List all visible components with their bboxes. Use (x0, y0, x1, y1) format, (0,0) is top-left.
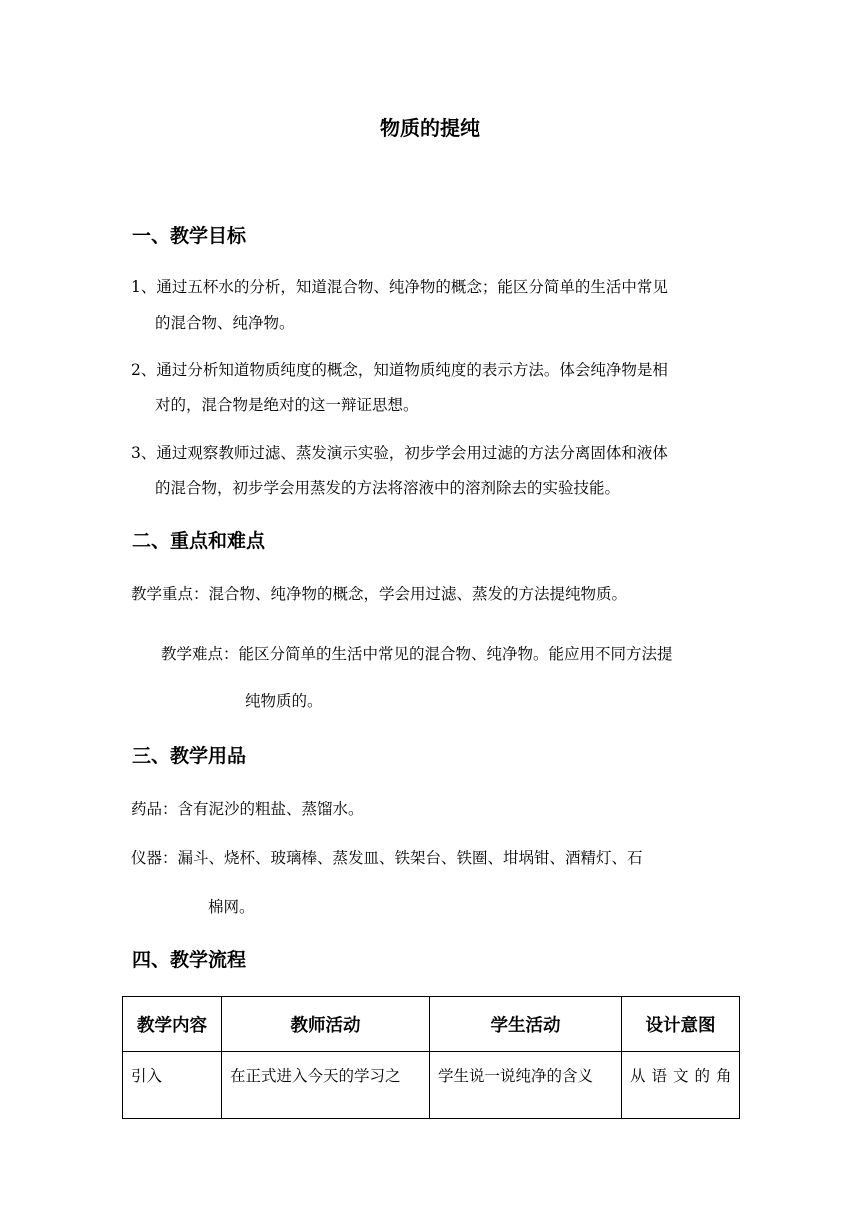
table-cell-teacher: 在正式进入今天的学习之 (222, 1052, 430, 1119)
materials-instruments-line-2: 棉网。 (208, 898, 255, 916)
table-header-row (123, 997, 740, 1052)
section-heading-process: 四、教学流程 (132, 949, 247, 971)
table-header-intent: 设计意图 (622, 997, 740, 1052)
table-cell-intent: 从语文的角 (622, 1052, 740, 1119)
teaching-difficulty-line-2: 纯物质的。 (245, 692, 323, 710)
table-header-student: 学生活动 (430, 997, 622, 1052)
materials-instruments-line-1: 仪器：漏斗、烧杯、玻璃棒、蒸发皿、铁架台、铁圈、坩埚钳、酒精灯、石 (131, 849, 643, 867)
goal-3-line-2: 的混合物，初步学会用蒸发的方法将溶液中的溶剂除去的实验技能。 (155, 479, 621, 497)
section-heading-goals: 一、教学目标 (132, 225, 247, 247)
teaching-focus: 教学重点：混合物、纯净物的概念，学会用过滤、蒸发的方法提纯物质。 (131, 585, 628, 603)
teaching-process-table (122, 996, 740, 1119)
section-heading-key-points: 二、重点和难点 (132, 530, 266, 552)
table-cell-content: 引入 (123, 1052, 222, 1119)
goal-1-line-2: 的混合物、纯净物。 (155, 314, 295, 332)
goal-3-line-1: 3、通过观察教师过滤、蒸发演示实验，初步学会用过滤的方法分离固体和液体 (131, 444, 668, 462)
table-row (123, 1052, 740, 1119)
goal-2-line-1: 2、通过分析知道物质纯度的概念，知道物质纯度的表示方法。体会纯净物是相 (131, 361, 668, 379)
goal-1-line-1: 1、通过五杯水的分析，知道混合物、纯净物的概念；能区分简单的生活中常见 (131, 278, 668, 296)
materials-chemicals: 药品：含有泥沙的粗盐、蒸馏水。 (131, 800, 364, 818)
document-title: 物质的提纯 (380, 116, 480, 140)
table-header-content: 教学内容 (123, 997, 222, 1052)
teaching-difficulty-line-1: 教学难点：能区分简单的生活中常见的混合物、纯净物。能应用不同方法提 (161, 645, 673, 663)
goal-2-line-2: 对的，混合物是绝对的这一辩证思想。 (155, 396, 419, 414)
table-header-teacher: 教师活动 (222, 997, 430, 1052)
section-heading-materials: 三、教学用品 (132, 745, 247, 767)
table-cell-student: 学生说一说纯净的含义 (430, 1052, 622, 1119)
